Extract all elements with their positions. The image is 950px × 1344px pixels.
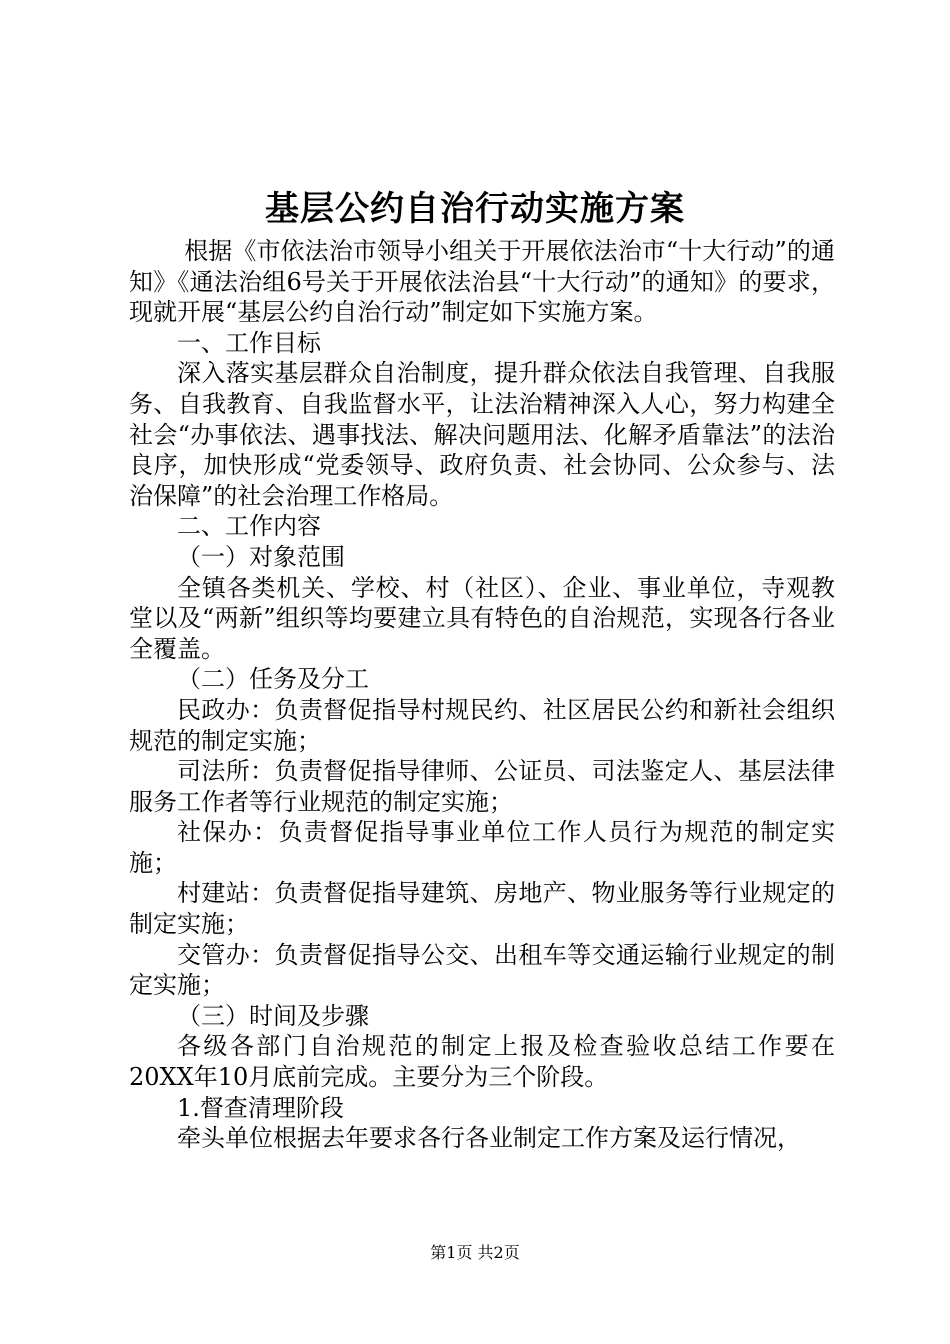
paragraph-task-judicial: 司法所：负责督促指导律师、公证员、司法鉴定人、基层法律服务工作者等行业规范的制定实施； — [129, 757, 835, 816]
document-title: 基层公约自治行动实施方案 — [265, 189, 685, 229]
page-footer: 第1页 共2页 — [430, 1243, 520, 1262]
subsection-heading-tasks: （二）任务及分工 — [177, 665, 369, 694]
subsection-heading-schedule: （三）时间及步骤 — [177, 1001, 369, 1030]
paragraph-scope: 全镇各类机关、学校、村（社区）、企业、事业单位，寺观教堂以及“两新”组织等均要建立具有特色的自治规范，实现各行各业全覆盖。 — [129, 573, 835, 663]
paragraph-inspection: 牵头单位根据去年要求各行各业制定工作方案及运行情况， — [177, 1124, 801, 1153]
paragraph-task-civil-affairs: 民政办：负责督促指导村规民约、社区居民公约和新社会组织规范的制定实施； — [129, 695, 835, 755]
paragraph-task-social-security: 社保办：负责督促指导事业单位工作人员行为规范的制定实施； — [129, 818, 835, 877]
paragraph-goals: 深入落实基层群众自治制度，提升群众依法自我管理、自我服务、自我教育、自我监督水平，让法治精神深入人心，努力构建全社会“办事依法、遇事找法、解决问题用法、化解矛盾靠法”的法治良序，加快形成“党委领导、政府负责、社会协同、公众参与、法治保障”的社会治理工作格局。 — [129, 359, 835, 510]
section-heading-goals: 一、工作目标 — [177, 328, 321, 357]
paragraph-schedule: 各级各部门自治规范的制定上报及检查验收总结工作要在20XX年10月底前完成。主要分为三个阶段。 — [129, 1032, 835, 1092]
subsection-heading-scope: （一）对象范围 — [177, 542, 345, 571]
stage-heading-inspection: 1.督查清理阶段 — [177, 1093, 344, 1122]
paragraph-task-traffic: 交管办：负责督促指导公交、出租车等交通运输行业规定的制定实施； — [129, 940, 835, 1000]
paragraph-intro: 根据《市依法治市领导小组关于开展依法治市“十大行动”的通知》《通法治组6号关于开展依法治县“十大行动”的通知》的要求，现就开展“基层公约自治行动”制定如下实施方案。 — [129, 237, 835, 327]
document-body — [129, 236, 835, 1154]
section-heading-content: 二、工作内容 — [177, 512, 321, 541]
paragraph-task-village-construction: 村建站：负责督促指导建筑、房地产、物业服务等行业规定的制定实施； — [129, 879, 835, 939]
